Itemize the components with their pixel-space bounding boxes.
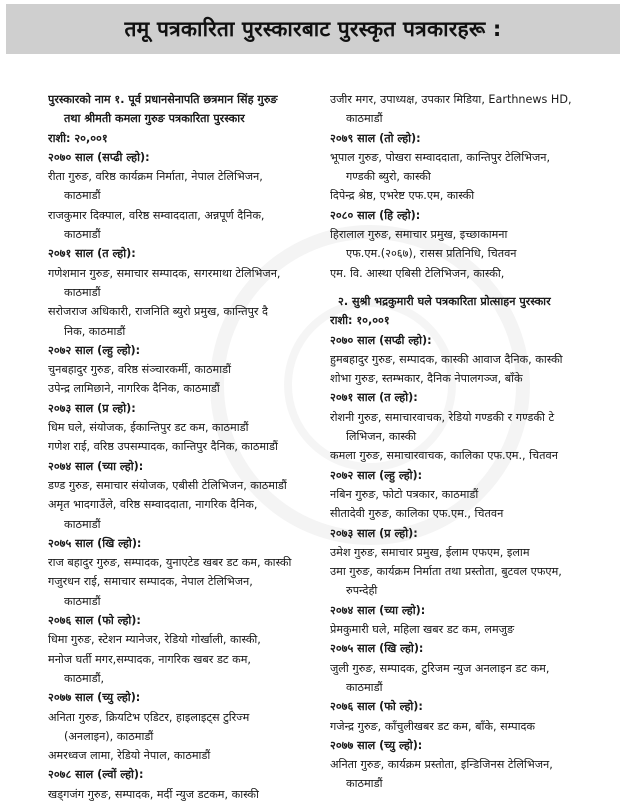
entry-line: काठमाडौं — [64, 517, 101, 531]
entry-line: गण्डकी ब्युरो, कास्की — [346, 170, 431, 184]
entry-line: गणेशमान गुरुङ, समाचार सम्पादक, सगरमाथा टेलिभिजन, — [48, 266, 281, 280]
section-heading: २०७३ साल (प्र ल्हो): — [330, 526, 418, 540]
entry-line: उमा गुरुङ, कार्यक्रम निर्माता तथा प्रस्तोता, बुटवल एफएम, — [330, 565, 562, 579]
entry-line: नबिन गुरुङ, फोटो पत्रकार, काठमाडौं — [330, 487, 479, 501]
entry-line: शोभा गुरुङ, स्तम्भकार, दैनिक नेपालगञ्ज, बाँके — [330, 372, 523, 386]
entry-line: सरोजराज अधिकारी, राजनिति ब्युरो प्रमुख, कान्तिपुर दै — [48, 305, 269, 319]
entry-line: रोशनी गुरुङ, समाचारवाचक, रेडियो गण्डकी र गण्डकी टे — [330, 410, 555, 424]
entry-line: खड्गजंग गुरुङ, सम्पादक, मर्दी न्युज डटकम, कास्की — [48, 787, 259, 801]
entry-line: काठमाडौं — [64, 285, 101, 299]
entry-line: अनिता गुरुङ, क्रियटिभ एडिटर, हाइलाइट्स टुरिज्म — [48, 710, 250, 724]
section-heading: २०७४ साल (च्या ल्हो): — [48, 459, 144, 473]
section-heading: २०७८ साल (ल्वों ल्हो): — [48, 768, 144, 782]
entry-line: (अनलाइन), काठमाडौं — [64, 729, 154, 743]
entry-line: रुपन्देही — [346, 584, 378, 598]
entry-line: एम. वि. आस्था एबिसी टेलिभिजन, कास्की, — [330, 266, 505, 280]
entry-line: अमरध्वज लामा, रेडियो नेपाल, काठमाडौं — [48, 749, 211, 763]
section-heading: तथा श्रीमती कमला गुरुङ पत्रकारिता पुरस्कार — [64, 112, 245, 126]
section-heading: २०७३ साल (प्र ल्हो): — [48, 401, 136, 415]
entry-line: काठमाडौं — [64, 189, 101, 203]
entry-line: काठमाडौं — [346, 777, 383, 791]
section-heading: २०७२ साल (ल्हु ल्हो): — [48, 343, 141, 357]
entry-line: काठमाडौं, — [64, 671, 105, 685]
entry-line: उजीर मगर, उपाध्यक्ष, उपकार मिडिया, Earthnews HD, — [330, 93, 572, 106]
section-heading: २०७१ साल (त ल्हो): — [48, 247, 136, 261]
entry-line: जुली गुरुङ, सम्पादक, टुरिजम न्युज अनलाइन डट कम, — [330, 661, 550, 675]
page-title: तमू पत्रकारिता पुरस्कारबाट पुरस्कृत पत्रकारहरू : — [124, 17, 502, 41]
entry-line: डण्ड गुरुङ, समाचार संयोजक, एबीसी टेलिभिजन, काठमाडौं — [48, 478, 287, 492]
entry-line: राजकुमार दिक्पाल, वरिष्ठ सम्वाददाता, अन्नपूर्ण दैनिक, — [48, 208, 265, 222]
entry-line: गणेश राई, वरिष्ठ उपसम्पादक, कान्तिपुर दैनिक, काठमाडौं — [48, 440, 278, 454]
title-banner — [6, 4, 620, 54]
entry-line: रीता गुरुङ, वरिष्ठ कार्यक्रम निर्माता, नेपाल टेलिभिजन, — [48, 170, 263, 184]
section-heading: २०७५ साल (खि ल्हो): — [330, 642, 424, 656]
entry-line: प्रेमकुमारी घले, महिला खबर डट कम, लमजुङ — [330, 623, 515, 637]
entry-line: निक, काठमाडौं — [64, 324, 126, 338]
entry-line: दिपेन्द्र श्रेष्ठ, एभरेष्ट एफ.एम, कास्की — [330, 189, 475, 203]
entry-line: हुमबहादुर गुरुङ, सम्पादक, कास्की आवाज दैनिक, कास्की — [330, 352, 563, 366]
section-heading: २०७० साल (सप्ढी ल्हो): — [48, 150, 150, 164]
entry-line: हिरालाल गुरुङ, समाचार प्रमुख, इच्छाकामना — [330, 228, 508, 242]
section-heading: २०७९ साल (तो ल्हो): — [330, 131, 421, 145]
section-heading: २०७४ साल (च्या ल्हो): — [330, 603, 426, 617]
section-heading: २०७७ साल (च्यु ल्हो): — [330, 738, 423, 752]
entry-line: काठमाडौं — [346, 112, 383, 126]
entry-line: मनोज घर्ती मगर,सम्पादक, नागरिक खबर डट कम, — [48, 652, 251, 666]
entry-line: अनिता गुरुङ, कार्यक्रम प्रस्तोता, इन्डिजिनस टेलिभिजन, — [330, 758, 553, 772]
entry-line: एफ.एम.(२०६७), रासस प्रतिनिधि, चितवन — [346, 247, 517, 261]
section-heading: राशी: १०,००१ — [330, 314, 390, 328]
entry-line: लिभिजन, कास्की — [346, 430, 417, 444]
entry-line: काठमाडौं — [64, 594, 101, 608]
entry-line: धिम घले, संयोजक, ईकान्तिपुर डट कम, काठमाडौं — [48, 421, 249, 435]
entry-line: सीतादेवी गुरुङ, कालिका एफ.एम., चितवन — [330, 507, 504, 521]
section-heading: २०७६ साल (फो ल्हो): — [330, 700, 423, 714]
entry-line: गजुरधन राई, समाचार सम्पादक, नेपाल टेलिभिजन, — [48, 575, 253, 589]
entry-line: भूपाल गुरुङ, पोखरा सम्वाददाता, कान्तिपुर टेलिभिजन, — [330, 150, 551, 164]
entry-line: अमृत भादगाउँले, वरिष्ठ सम्वाददाता, नागरिक दैनिक, — [48, 498, 258, 512]
entry-line: धिमा गुरुङ, स्टेशन म्यानेजर, रेडियो गोर्खाली, कास्की, — [48, 633, 261, 647]
entry-line: चुनबहादुर गुरुङ, वरिष्ठ संञ्चारकर्मी, काठमाडौं — [48, 363, 232, 377]
section-heading: २०७५ साल (खि ल्हो): — [48, 536, 142, 550]
entry-line: कमला गुरुङ, समाचारवाचक, कालिका एफ.एम., चितवन — [330, 449, 558, 463]
entry-line: काठमाडौं — [346, 680, 383, 694]
right-column — [330, 90, 588, 794]
section-heading: २०७१ साल (त ल्हो): — [330, 391, 418, 405]
section-heading: २०७७ साल (च्यु ल्हो): — [48, 691, 141, 705]
section-heading: २०७२ साल (ल्हु ल्हो): — [330, 468, 423, 482]
section-heading: २०८० साल (हि ल्हो): — [330, 208, 421, 222]
entry-line: उपेन्द्र लामिछाने, नागरिक दैनिक, काठमाडौं — [48, 382, 220, 396]
left-column — [48, 90, 320, 804]
entry-line: गजेन्द्र गुरुङ, काँचुलीखबर डट कम, बाँके, सम्पादक — [330, 719, 536, 733]
section-heading: राशी: २०,००१ — [48, 131, 108, 145]
section-spacer — [330, 283, 588, 292]
section-heading: २०७० साल (सप्ढी ल्हो): — [330, 333, 432, 347]
entry-line: उमेश गुरुङ, समाचार प्रमुख, ईलाम एफएम, इलाम — [330, 545, 530, 559]
section-heading: पुरस्कारको नाम १. पूर्व प्रधानसेनापति छत्रमान सिंह गुरुङ — [48, 93, 278, 106]
section-heading: २०७६ साल (फो ल्हो): — [48, 614, 141, 628]
entry-line: राज बहादुर गुरुङ, सम्पादक, युनाएटेड खबर डट कम, कास्की — [48, 556, 292, 570]
entry-line: काठमाडौं — [64, 228, 101, 242]
section-heading: २. सुश्री भद्रकुमारी घले पत्रकारिता प्रोत्साहन पुरस्कार — [338, 294, 551, 308]
